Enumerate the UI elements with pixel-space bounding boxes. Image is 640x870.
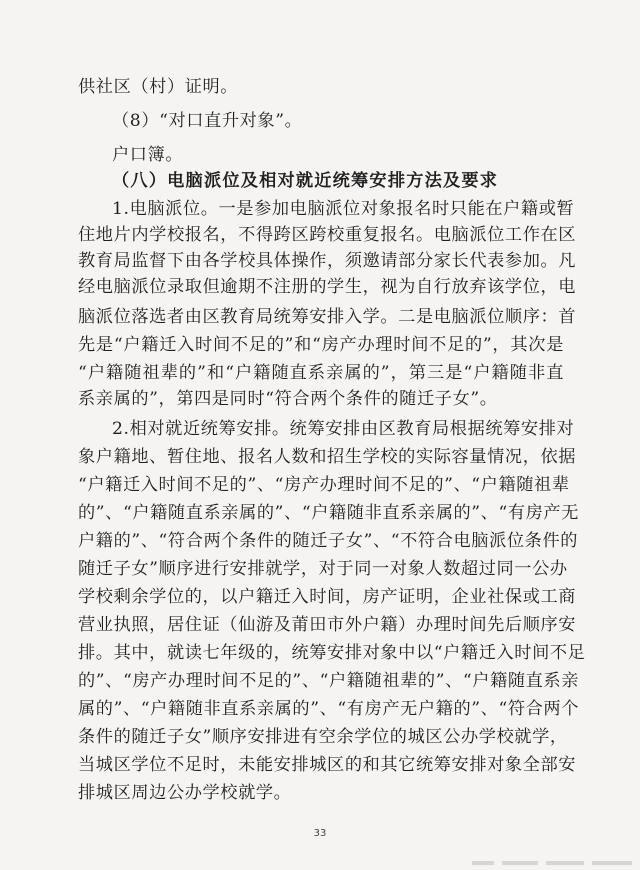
paragraph-line: 当城区学位不足时，未能安排城区的和其它统筹安排对象全部安 (78, 755, 577, 775)
paragraph-line: 条件的随迁子女”顺序安排进有空余学位的城区公办学校就学， (78, 727, 568, 747)
page-number: 33 (313, 828, 327, 839)
paragraph-line: 学校剩余学位的，以户籍迁入时间，房产证明，企业社保或工商 (78, 587, 577, 607)
paragraph-line: 1.电脑派位。一是参加电脑派位对象报名时只能在户籍或暂 (112, 199, 575, 219)
paragraph-line: 象户籍地、暂住地、报名人数和招生学校的实际容量情况，依据 (78, 447, 577, 467)
paragraph-line: 先是“户籍迁入时间不足的”和“房产办理时间不足的”，其次是 (78, 335, 564, 355)
paragraph-line: “户籍迁入时间不足的”、“房产办理时间不足的”、“户籍随祖辈 (78, 475, 570, 495)
paragraph-line: 随迁子女”顺序进行安排就学，对于同一对象人数超过同一公办 (78, 559, 568, 579)
text-line: （8）“对口直升对象”。 (112, 111, 303, 131)
paragraph-line: 属的”、“户籍随非直系亲属的”、“有房产无户籍的”、“符合两个 (78, 699, 580, 719)
paragraph-line: 2.相对就近统筹安排。统筹安排由区教育局根据统筹安排对 (112, 419, 575, 439)
paragraph-line: 排。其中，就读七年级的，统筹安排对象中以“户籍迁入时间不足 (78, 643, 586, 663)
paragraph-line: 的”、“户籍随直系亲属的”、“户籍随非直系亲属的”、“有房产无 (78, 503, 580, 523)
paragraph-line: 营业执照，居住证（仙游及莆田市外户籍）办理时间先后顺序安 (78, 615, 577, 635)
paragraph-line: 住地片内学校报名，不得跨区跨校重复报名。电脑派位工作在区 (78, 225, 577, 245)
watermark-mark (472, 858, 632, 868)
paragraph-line: 经电脑派位录取但逾期不注册的学生，视为自行放弃该学位，电 (78, 277, 577, 297)
paragraph-line: 户籍的”、“符合两个条件的随迁子女”、“不符合电脑派位条件的 (78, 531, 579, 551)
paragraph-line: 的”、“房产办理时间不足的”、“户籍随祖辈的”、“户籍随直系亲 (78, 671, 580, 691)
paragraph-line: 系亲属的”，第四是同时“符合两个条件的随迁子女”。 (78, 389, 498, 409)
text-line: 供社区（村）证明。 (78, 77, 239, 97)
section-heading: （八）电脑派位及相对就近统筹安排方法及要求 (112, 171, 499, 191)
paragraph-line: 脑派位落选者由区教育局统筹安排入学。二是电脑派位顺序：首 (78, 307, 577, 327)
paragraph-line: 排城区周边公办学校就学。 (78, 783, 292, 803)
paragraph-line: 教育局监督下由各学校具体操作，须邀请部分家长代表参加。凡 (78, 251, 577, 271)
paragraph-line: “户籍随祖辈的”和“户籍随直系亲属的”，第三是“户籍随非直 (78, 363, 564, 383)
text-line: 户口簿。 (112, 145, 184, 165)
